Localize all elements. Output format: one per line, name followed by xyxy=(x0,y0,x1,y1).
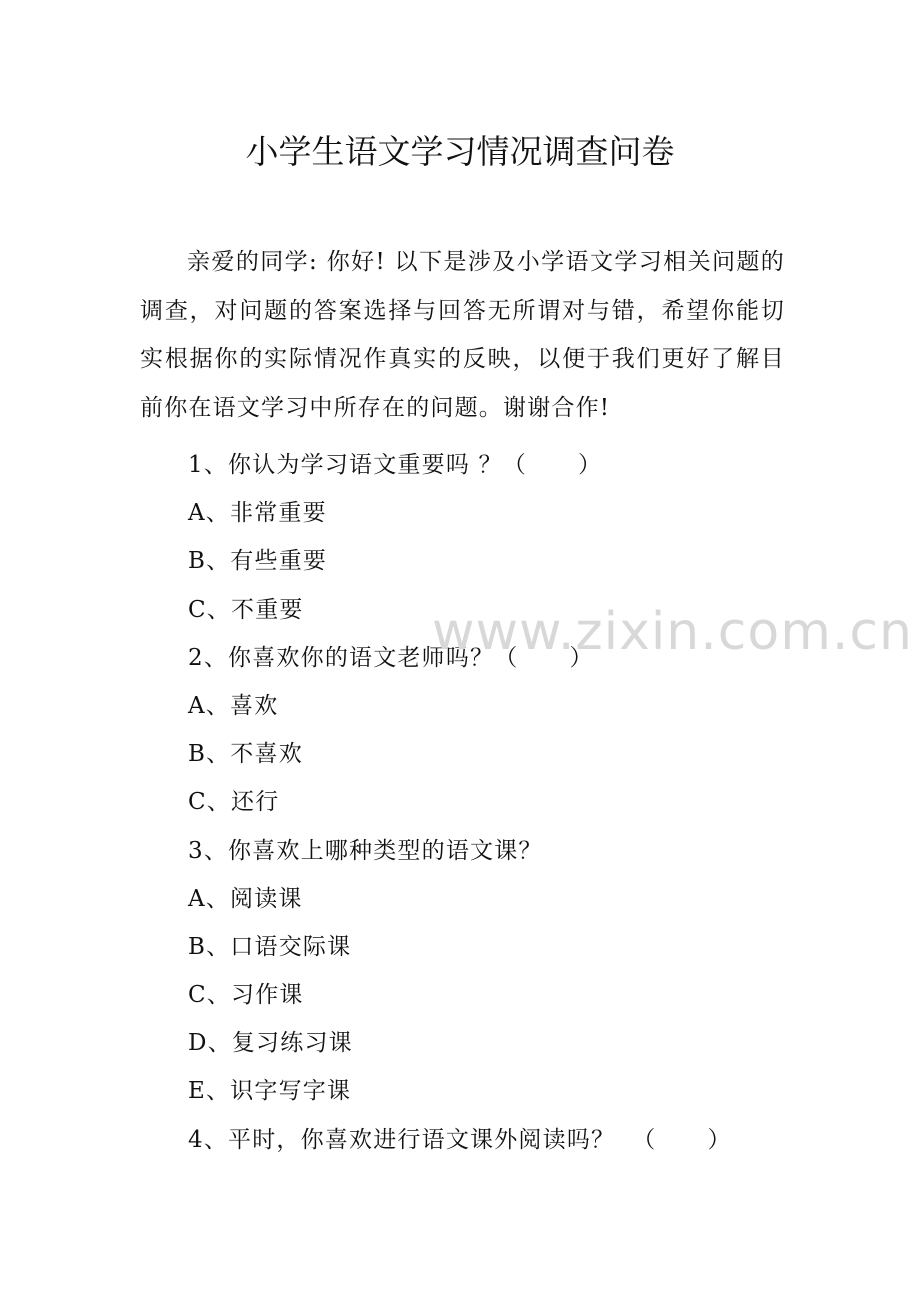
question-list xyxy=(188,441,788,1164)
question-3-option-b: B、口语交际课 xyxy=(188,933,352,960)
question-1-option-b: B、有些重要 xyxy=(188,548,328,575)
question-3-option-d: D、复习练习课 xyxy=(188,1030,353,1057)
question-1: 1、你认为学习语文重要吗 ？（ ） xyxy=(188,452,603,478)
question-2-option-b: B、不喜欢 xyxy=(188,741,303,768)
question-3-option-a: A、阅读课 xyxy=(188,885,303,912)
question-2-option-c: C、还行 xyxy=(188,789,280,816)
watermark-text: www.zixin.com.cn xyxy=(432,602,913,662)
question-1-option-a: A、非常重要 xyxy=(188,500,327,527)
question-2: 2、你喜欢你的语文老师吗？（ ） xyxy=(188,644,594,671)
question-3-option-c: C、习作课 xyxy=(188,982,304,1009)
question-4: 4、平时，你喜欢进行语文课外阅读吗？ （ ） xyxy=(188,1126,732,1153)
question-2-option-a: A、喜欢 xyxy=(188,692,279,719)
document-title: 小学生语文学习情况调查问卷 xyxy=(245,132,675,171)
question-1-option-c: C、不重要 xyxy=(188,596,304,623)
question-3-option-e: E、识字写字课 xyxy=(188,1078,352,1105)
question-3: 3、你喜欢上哪种类型的语文课？ xyxy=(188,837,543,864)
intro-paragraph: 亲爱的同学: 你好! 以下是涉及小学语文学习相关问题的调查，对问题的答案选择与回答无所谓对与错，希望你能切实根据你的实际情况作真实的反映，以便于我们更好了解目前你在语文学习中所存在的问题。谢谢合作! xyxy=(140,249,785,421)
